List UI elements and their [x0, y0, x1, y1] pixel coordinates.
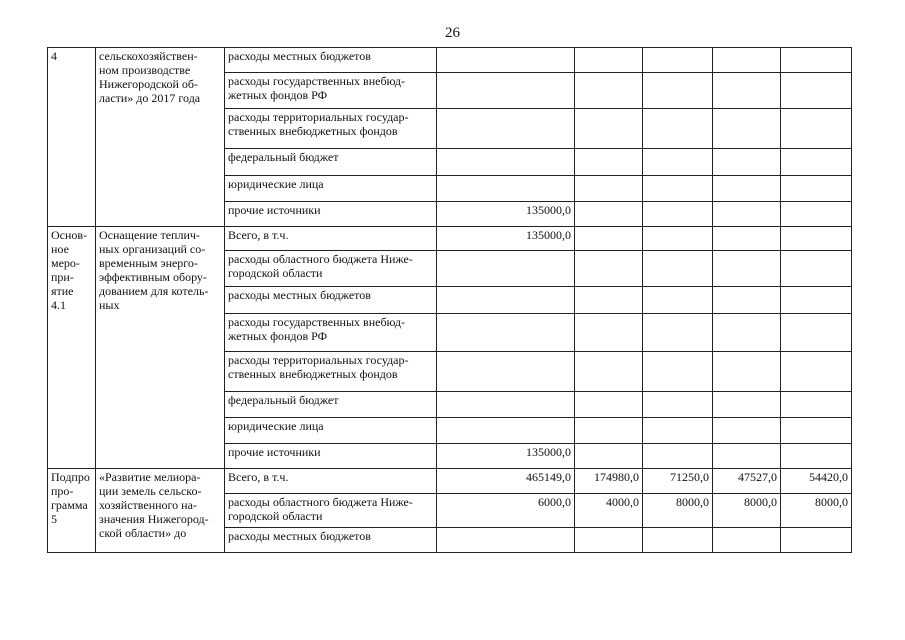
- amount-cell: [781, 251, 852, 287]
- amount-cell: 8000,0: [643, 494, 713, 528]
- amount-cell: [781, 202, 852, 227]
- amount-cell: [575, 528, 643, 553]
- program-code-cell: Основ- ное меро- при- ятие 4.1: [48, 227, 96, 469]
- funding-source-cell: расходы областного бюджета Ниже- городской области: [225, 494, 437, 528]
- amount-cell: [713, 202, 781, 227]
- amount-cell: [643, 251, 713, 287]
- amount-cell: [781, 109, 852, 149]
- amount-cell: [643, 352, 713, 392]
- amount-cell: [713, 227, 781, 251]
- funding-source-cell: федеральный бюджет: [225, 392, 437, 418]
- funding-source-cell: прочие источники: [225, 202, 437, 227]
- amount-cell: [713, 176, 781, 202]
- table-row: [48, 469, 852, 494]
- amount-cell: [781, 48, 852, 73]
- amount-cell: [575, 149, 643, 176]
- amount-cell: [713, 73, 781, 109]
- funding-source-cell: прочие источники: [225, 444, 437, 469]
- budget-table: [47, 47, 852, 553]
- amount-cell: [643, 48, 713, 73]
- table-row: [48, 227, 852, 251]
- amount-cell: [575, 176, 643, 202]
- program-code-cell: 4: [48, 48, 96, 227]
- amount-cell: [781, 528, 852, 553]
- amount-cell: 174980,0: [575, 469, 643, 494]
- amount-cell: [575, 227, 643, 251]
- funding-source-cell: расходы местных бюджетов: [225, 528, 437, 553]
- amount-cell: [643, 227, 713, 251]
- amount-cell: [575, 202, 643, 227]
- program-code-cell: Подпро про- грамма 5: [48, 469, 96, 553]
- funding-source-cell: расходы территориальных государ- ственных внебюджетных фондов: [225, 109, 437, 149]
- amount-cell: [713, 352, 781, 392]
- funding-source-cell: Всего, в т.ч.: [225, 469, 437, 494]
- amount-cell: [713, 314, 781, 352]
- funding-source-cell: расходы территориальных государ- ственных внебюджетных фондов: [225, 352, 437, 392]
- amount-cell: [643, 314, 713, 352]
- amount-cell: 47527,0: [713, 469, 781, 494]
- amount-cell: [643, 202, 713, 227]
- amount-cell: 8000,0: [781, 494, 852, 528]
- amount-cell: 54420,0: [781, 469, 852, 494]
- funding-source-cell: юридические лица: [225, 418, 437, 444]
- amount-cell: [781, 392, 852, 418]
- amount-cell: [713, 287, 781, 314]
- amount-cell: [575, 418, 643, 444]
- amount-cell: 135000,0: [437, 227, 575, 251]
- amount-cell: [781, 314, 852, 352]
- amount-cell: 135000,0: [437, 444, 575, 469]
- amount-cell: [575, 392, 643, 418]
- amount-cell: [781, 287, 852, 314]
- amount-cell: [437, 314, 575, 352]
- amount-cell: [437, 287, 575, 314]
- amount-cell: [643, 392, 713, 418]
- funding-source-cell: юридические лица: [225, 176, 437, 202]
- amount-cell: [643, 73, 713, 109]
- table-row: [48, 48, 852, 73]
- amount-cell: [437, 48, 575, 73]
- amount-cell: [437, 418, 575, 444]
- amount-cell: [575, 109, 643, 149]
- funding-source-cell: расходы государственных внебюд- жетных фондов РФ: [225, 314, 437, 352]
- amount-cell: [781, 227, 852, 251]
- amount-cell: [713, 149, 781, 176]
- amount-cell: [781, 149, 852, 176]
- amount-cell: [781, 73, 852, 109]
- amount-cell: [781, 444, 852, 469]
- funding-source-cell: федеральный бюджет: [225, 149, 437, 176]
- amount-cell: [713, 251, 781, 287]
- amount-cell: [575, 287, 643, 314]
- amount-cell: [437, 528, 575, 553]
- funding-source-cell: Всего, в т.ч.: [225, 227, 437, 251]
- amount-cell: [575, 251, 643, 287]
- amount-cell: [437, 251, 575, 287]
- amount-cell: [575, 314, 643, 352]
- amount-cell: [575, 352, 643, 392]
- amount-cell: [643, 149, 713, 176]
- amount-cell: [643, 176, 713, 202]
- amount-cell: [575, 73, 643, 109]
- amount-cell: [713, 528, 781, 553]
- amount-cell: 465149,0: [437, 469, 575, 494]
- amount-cell: [713, 444, 781, 469]
- amount-cell: [713, 109, 781, 149]
- program-description-cell: Оснащение теплич- ных организаций со- временным энерго- эффективным обору- дованием для котель- ных: [96, 227, 225, 469]
- amount-cell: [781, 176, 852, 202]
- funding-source-cell: расходы местных бюджетов: [225, 48, 437, 73]
- amount-cell: 8000,0: [713, 494, 781, 528]
- amount-cell: [713, 418, 781, 444]
- amount-cell: [437, 392, 575, 418]
- program-description-cell: сельскохозяйствен- ном производстве Нижегородской об- ласти» до 2017 года: [96, 48, 225, 227]
- amount-cell: [437, 352, 575, 392]
- amount-cell: 71250,0: [643, 469, 713, 494]
- amount-cell: [643, 528, 713, 553]
- amount-cell: [781, 418, 852, 444]
- amount-cell: [713, 392, 781, 418]
- amount-cell: [643, 444, 713, 469]
- amount-cell: 135000,0: [437, 202, 575, 227]
- table-body: [48, 48, 852, 553]
- amount-cell: [643, 418, 713, 444]
- page-number: 26: [445, 25, 460, 41]
- amount-cell: [781, 352, 852, 392]
- program-description-cell: «Развитие мелиора- ции земель сельско- хозяйственного на- значения Нижегород- ской области» до: [96, 469, 225, 553]
- amount-cell: [643, 109, 713, 149]
- amount-cell: [575, 444, 643, 469]
- amount-cell: [437, 149, 575, 176]
- amount-cell: [437, 73, 575, 109]
- funding-source-cell: расходы государственных внебюд- жетных фондов РФ: [225, 73, 437, 109]
- amount-cell: 4000,0: [575, 494, 643, 528]
- amount-cell: [713, 48, 781, 73]
- amount-cell: [437, 176, 575, 202]
- funding-source-cell: расходы местных бюджетов: [225, 287, 437, 314]
- amount-cell: 6000,0: [437, 494, 575, 528]
- amount-cell: [643, 287, 713, 314]
- amount-cell: [575, 48, 643, 73]
- amount-cell: [437, 109, 575, 149]
- funding-source-cell: расходы областного бюджета Ниже- городской области: [225, 251, 437, 287]
